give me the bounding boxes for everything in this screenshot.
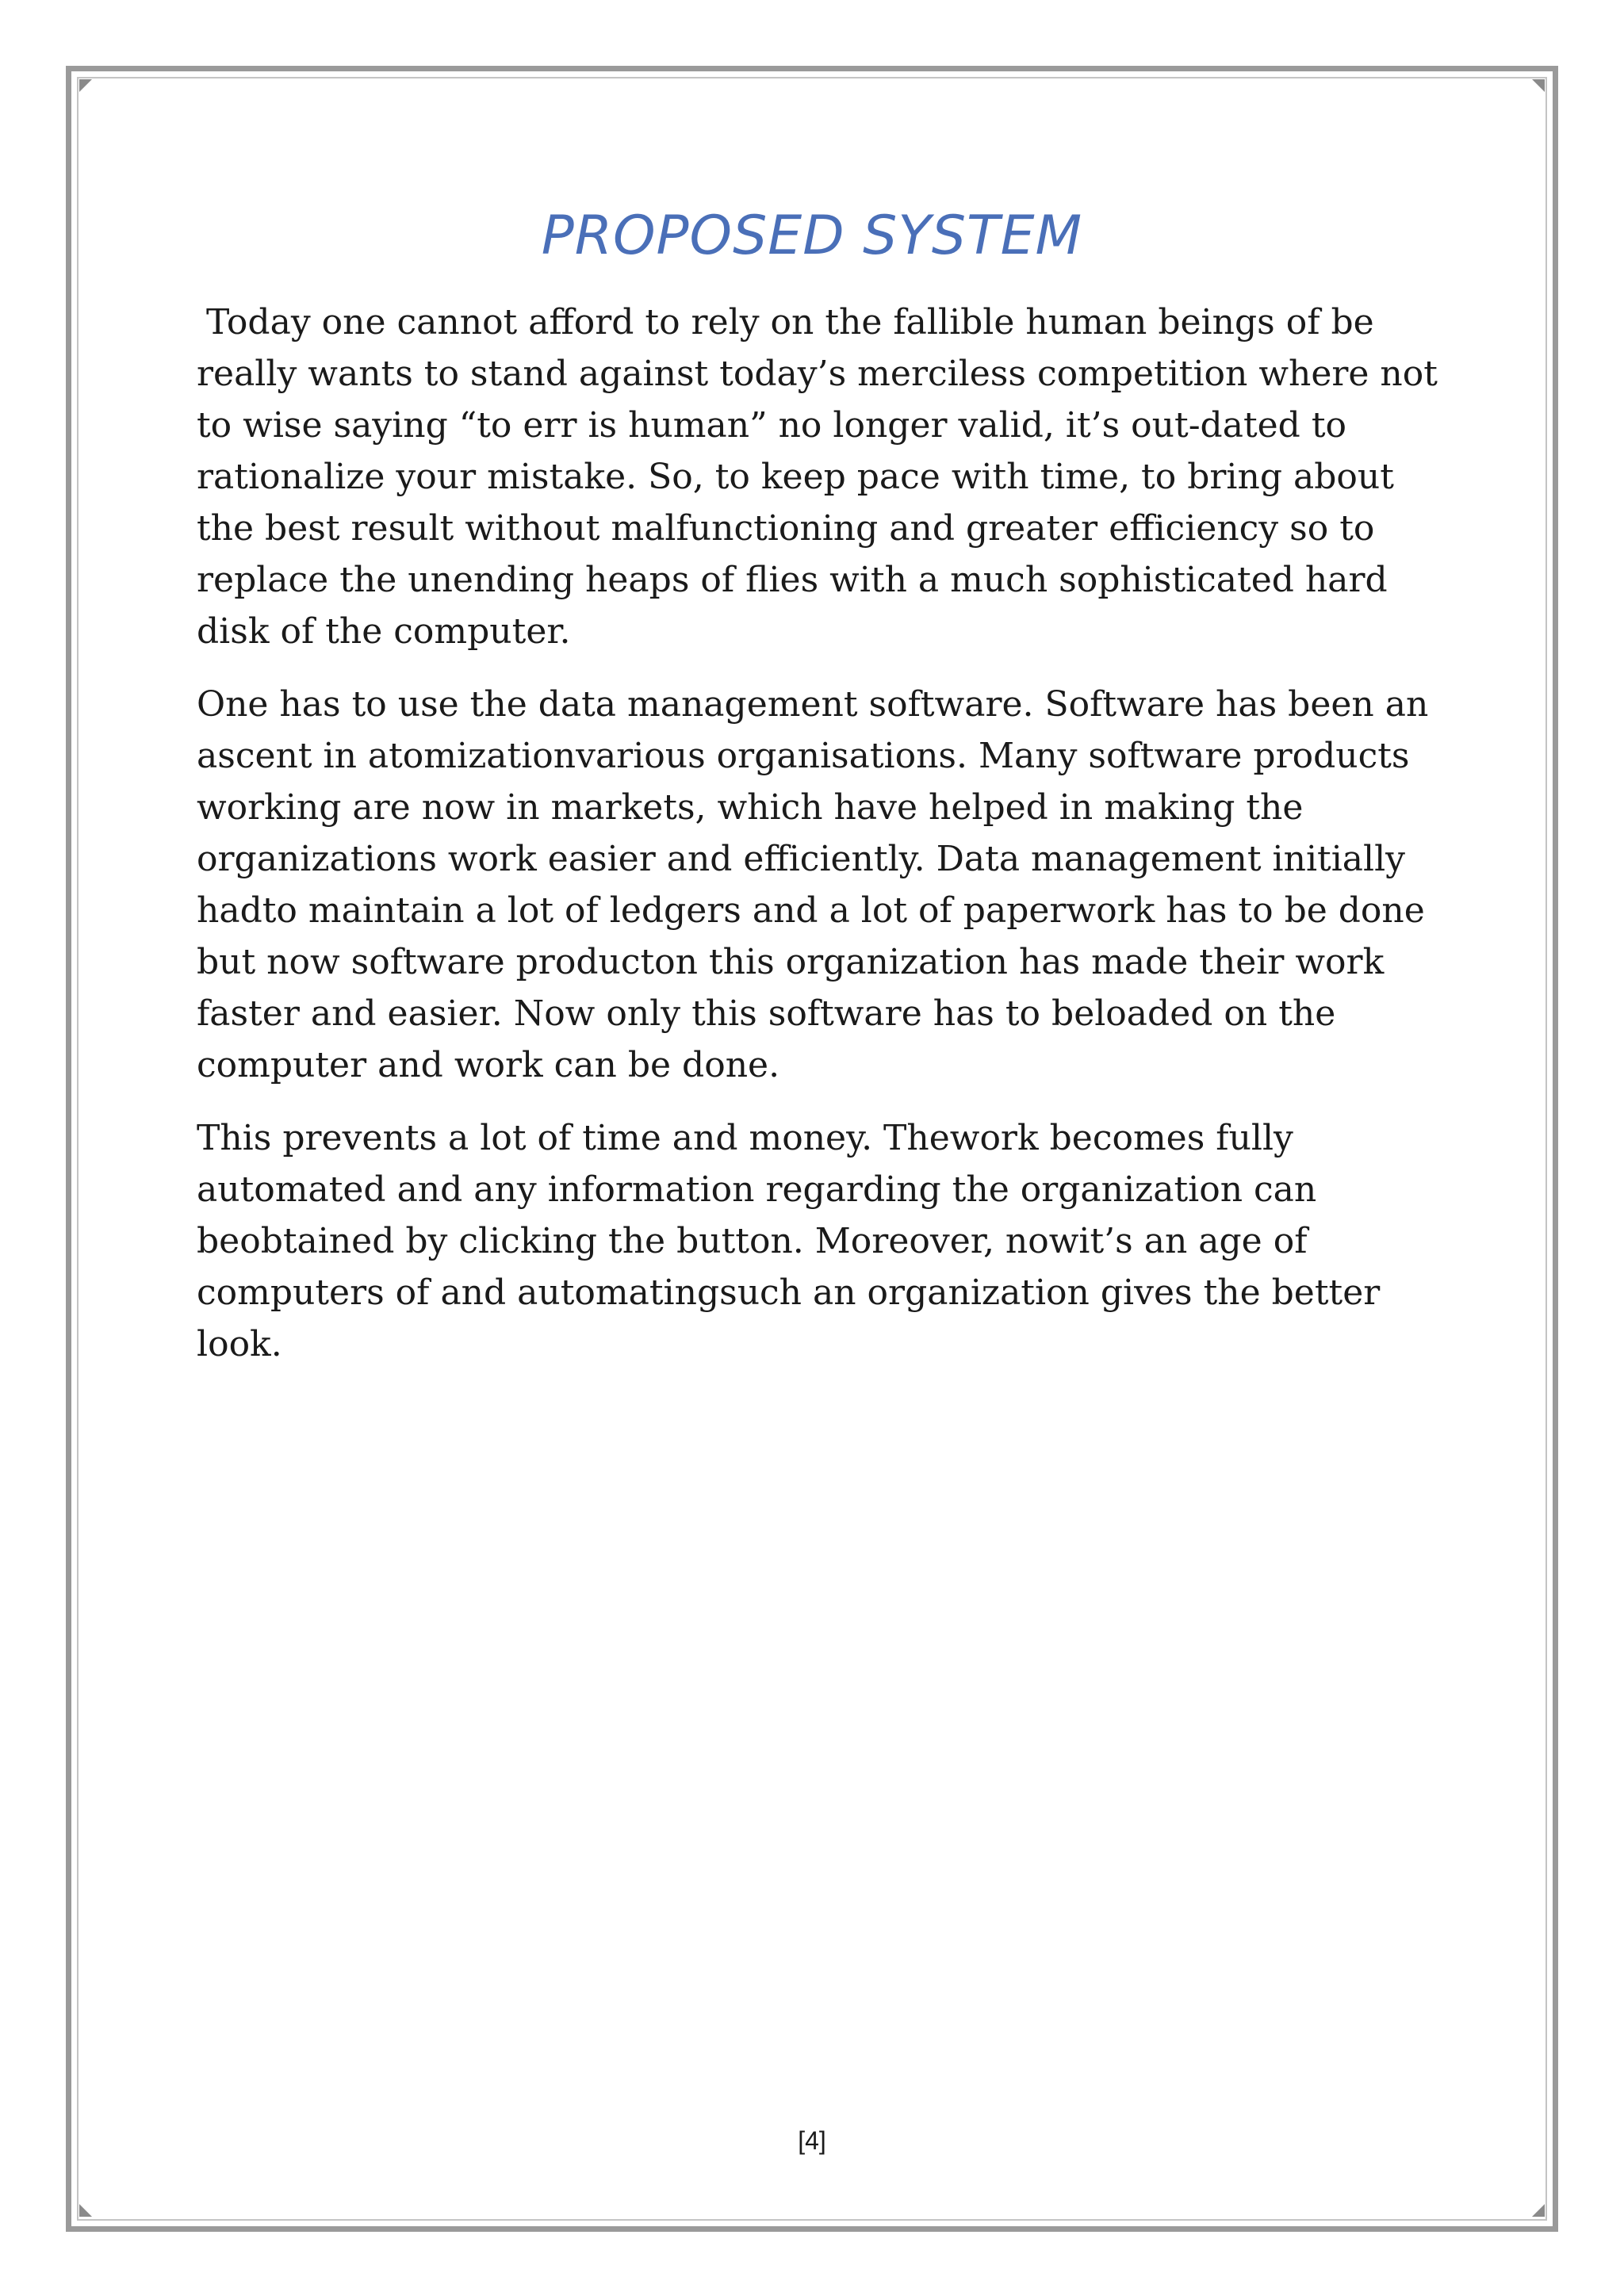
corner-ornament-top-right <box>1532 79 1545 92</box>
paragraph-3: This prevents a lot of time and money. Thework becomes fully automated and any information regarding the organization can beobtained by clicking the button. Moreover, nowit’s an age of computers of and automatingsuch an organization gives the better look. <box>197 1118 1381 1364</box>
corner-ornament-bottom-left <box>79 2204 92 2217</box>
corner-ornament-bottom-right <box>1532 2204 1545 2217</box>
page-title: PROPOSED SYSTEM <box>541 205 1083 267</box>
body-text <box>197 297 1450 1391</box>
paragraph-2: One has to use the data management software. Software has been an ascent in atomizationvarious organisations. Many software products working are now in markets, which have helped in making the organizations work easier and efficiently. Data management initially hadto maintain a lot of ledgers and a lot of paperwork has to be done but now software producton this organization has made their work faster and easier. Now only this software has to beloaded on the computer and work can be done. <box>197 684 1429 1085</box>
page-number: [4] <box>798 2126 826 2155</box>
corner-ornament-top-left <box>79 79 92 92</box>
paragraph-1: Today one cannot afford to rely on the fallible human beings of be really wants to stand against today’s merciless competition where not to wise saying “to err is human” no longer valid, it’s out-dated to rationalize your mistake. So, to keep pace with time, to bring about the best result without malfunctioning and greater efficiency so to replace the unending heaps of flies with a much sophisticated hard disk of the computer. <box>197 302 1438 652</box>
